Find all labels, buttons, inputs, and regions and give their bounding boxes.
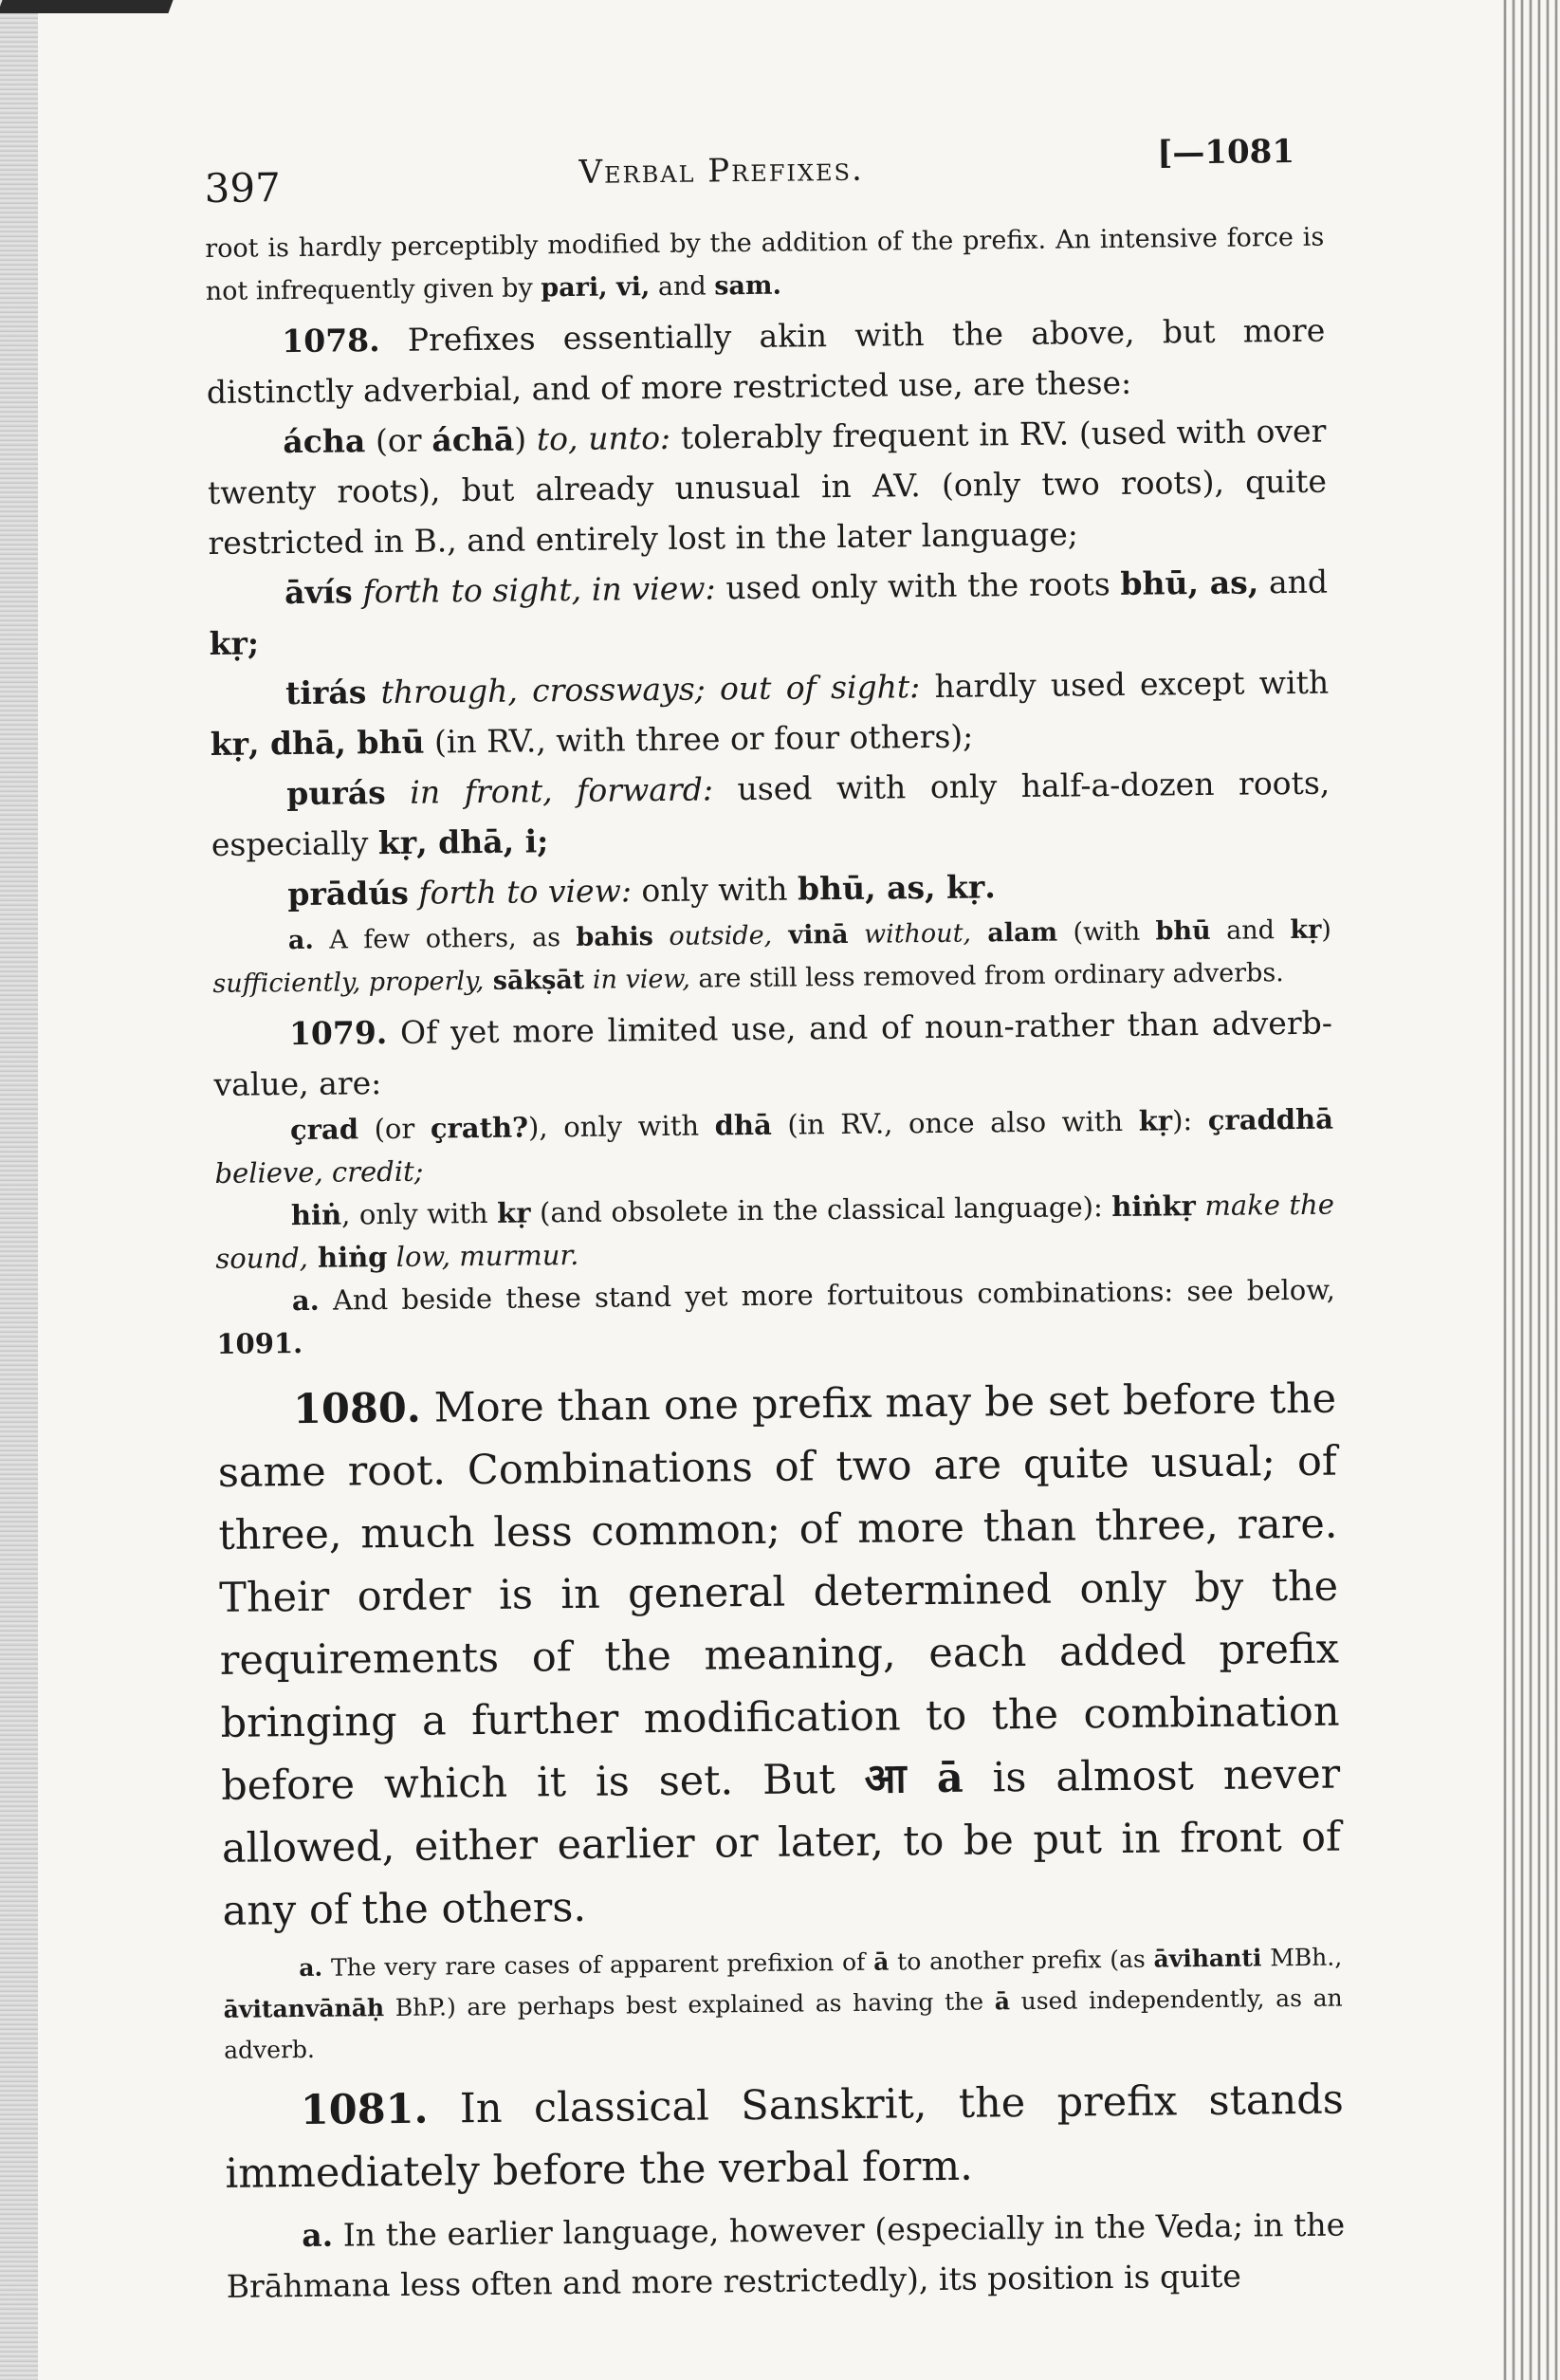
page-number: 397	[204, 164, 282, 212]
note-a-1079: a. And beside these stand yet more fortuitous combinations: see below, 1091.	[216, 1273, 1336, 1360]
note-a-1081: a. In the earlier language, however (especially in the Veda; in the Brāhmana less often and more restrictedly), its position is quite	[226, 2205, 1346, 2305]
section-number: 1081.	[300, 2085, 429, 2135]
entry-tiras: tirás through, crossways; out of sight: hardly used except with kṛ, dhā, bhū (in RV., with three or four others);	[210, 663, 1330, 763]
section-number: 1078.	[282, 322, 380, 360]
entry-puras: purás in front, forward: used with only half-a-dozen roots, especially kṛ, dhā, i;	[211, 764, 1331, 863]
note-a-1078: a. A few others, as bahis outside, vinā without, alam (with bhū and kṛ) sufficiently, properly, sākṣāt in view, are still less removed from ordinary adverbs.	[212, 914, 1332, 999]
book-page	[204, 121, 1346, 2312]
scan-left-edge	[0, 0, 38, 2380]
entry-avis: āvís forth to sight, in view: used only with the roots bhū, as, and kṛ;	[209, 563, 1329, 662]
running-title: Verbal Prefixes.	[578, 150, 864, 192]
devanagari-a: आ	[864, 1755, 907, 1803]
entry-pradus: prādús forth to view: only with bhū, as, kṛ.	[287, 868, 996, 913]
entry-acha: ácha (or áchā) to, unto: tolerably frequent in RV. (used with over twenty roots), but already unusual in AV. (only two roots), quite restricted in B., and entirely lost in the later language;	[207, 412, 1328, 562]
section-number: 1079.	[288, 1014, 388, 1053]
entry-hin: hiṅ, only with kṛ (and obsolete in the classical language): hiṅkṛ make the sound, hiṅg low, murmur.	[215, 1188, 1335, 1275]
section-reference: [—1081	[1157, 132, 1295, 173]
scan-top-edge	[0, 0, 174, 13]
section-1079: 1079. Of yet more limited use, and of noun-rather than adverb-value, are:	[213, 1004, 1333, 1103]
section-1081: 1081. In classical Sanskrit, the prefix stands immediately before the verbal form.	[225, 2076, 1345, 2198]
entry-crad: çrad (or çrath?), only with dhā (in RV., once also with kṛ): çraddhā believe, credit;	[214, 1102, 1334, 1190]
note-a-1080: a. The very rare cases of apparent prefixion of ā to another prefix (as āvihanti MBh., āvitanvānāḥ BhP.) are perhaps best explained as having the ā used independently, as an adverb.	[223, 1943, 1343, 2064]
section-1078: 1078. Prefixes essentially akin with the above, but more distinctly adverbial, and of more restricted use, are these:	[206, 311, 1326, 411]
scan-right-edge	[1503, 0, 1560, 2380]
running-head	[204, 121, 1324, 212]
paragraph-continuation: root is hardly perceptibly modified by the addition of the prefix. An intensive force is not infrequently given by pari, vi, and sam.	[205, 222, 1325, 306]
section-number: 1080.	[292, 1384, 422, 1434]
section-1080: 1080. More than one prefix may be set before the same root. Combinations of two are quite usual; of three, much less common; of more than three, rare. Their order is in general determined only by the requirements of the meaning, each added prefix bringing a further modification to the combination before which it is set. But आ ā is almost never allowed, either earlier or later, to be put in front of any of the others.	[217, 1374, 1342, 1935]
